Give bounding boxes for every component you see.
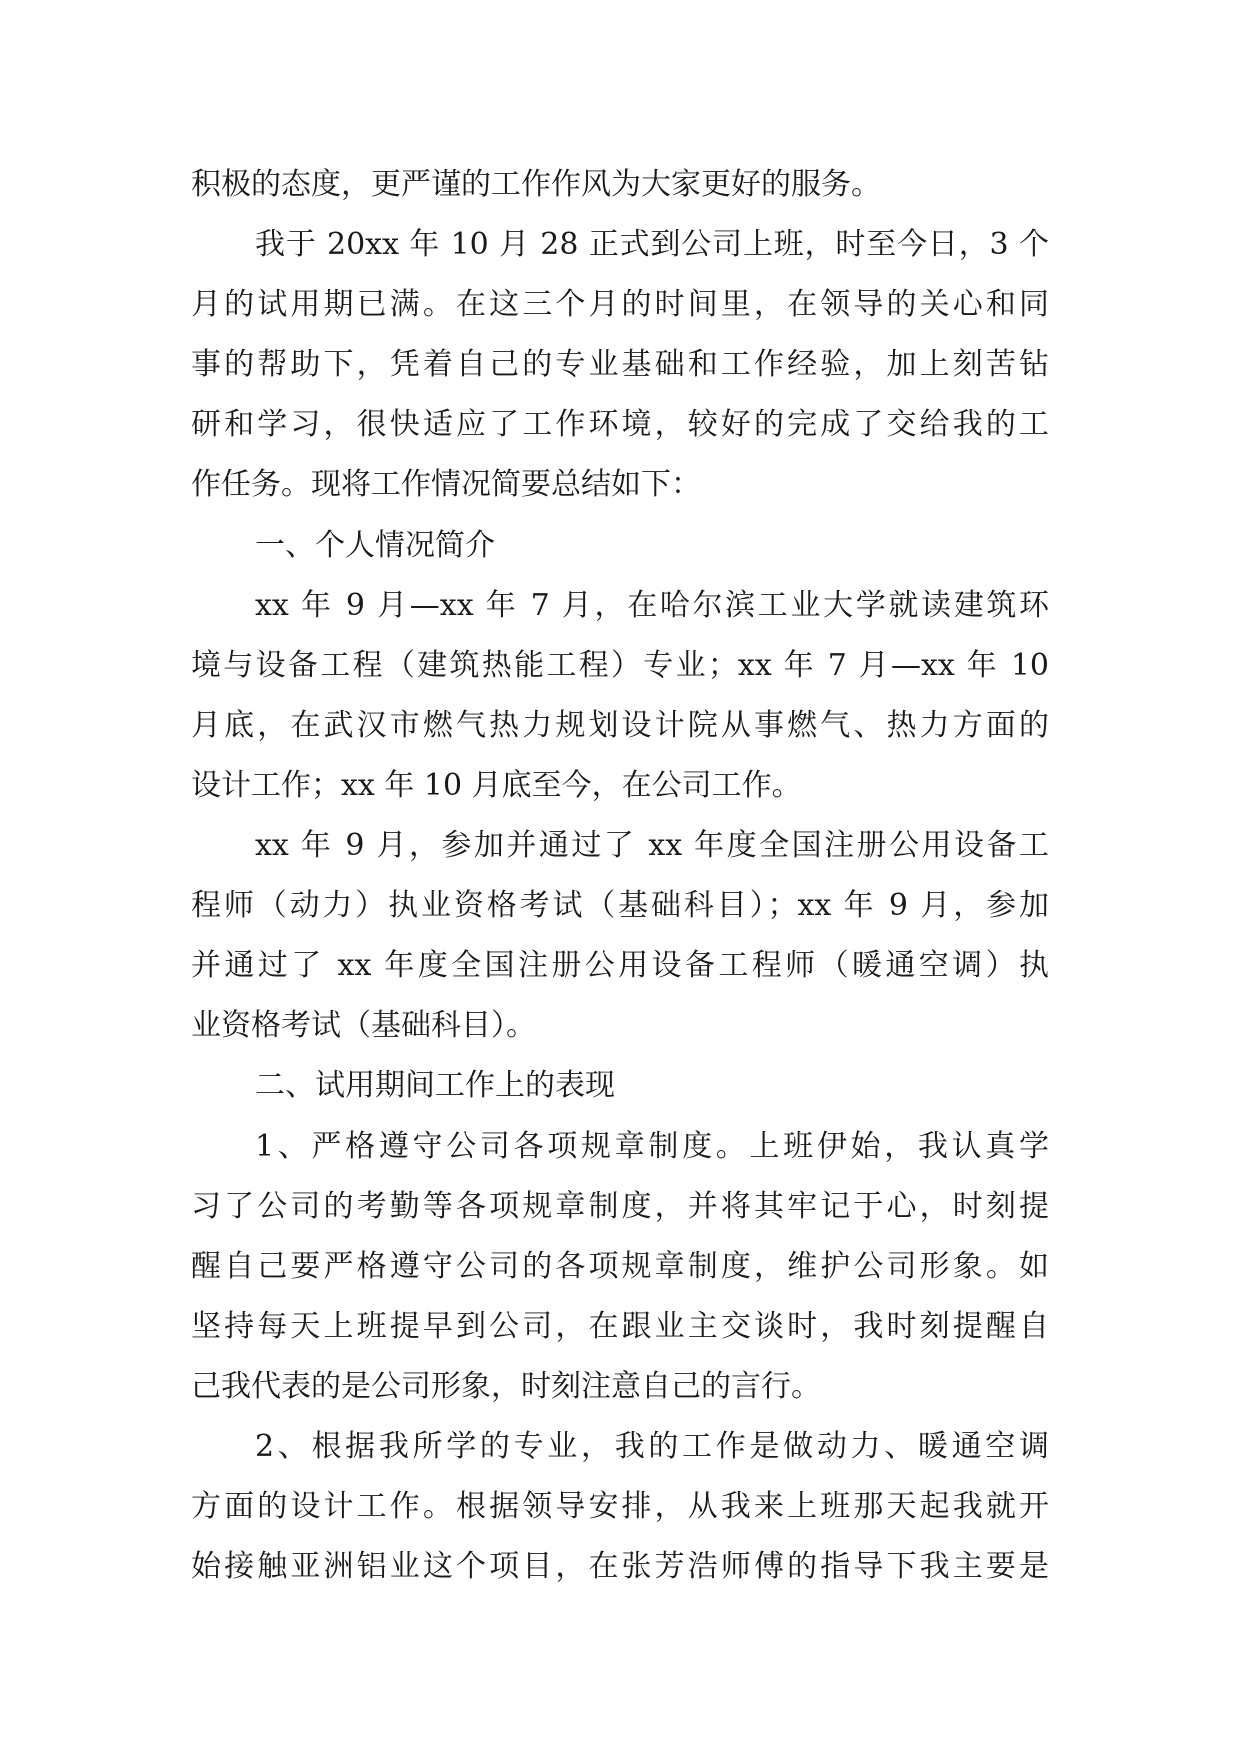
text-line: 并通过了 xx 年度全国注册公用设备工程师（暖通空调）执 <box>191 948 1049 984</box>
text-line: 我于 20xx 年 10 月 28 正式到公司上班，时至今日，3 个 <box>255 227 1049 263</box>
text-line: 业资格考试（基础科目）。 <box>191 1008 536 1044</box>
text-line: 一、个人情况简介 <box>255 527 495 563</box>
text-line: 1、严格遵守公司各项规章制度。上班伊始，我认真学 <box>255 1128 1049 1164</box>
text-line: 境与设备工程（建筑热能工程）专业；xx 年 7 月—xx 年 10 <box>191 647 1049 683</box>
text-line: 二、试用期间工作上的表现 <box>255 1068 615 1104</box>
text-line: 研和学习，很快适应了工作环境，较好的完成了交给我的工 <box>191 407 1049 443</box>
text-line: 月底，在武汉市燃气热力规划设计院从事燃气、热力方面的 <box>191 707 1049 743</box>
text-line: xx 年 9 月—xx 年 7 月，在哈尔滨工业大学就读建筑环 <box>255 587 1049 623</box>
text-line: 坚持每天上班提早到公司，在跟业主交谈时，我时刻提醒自 <box>191 1308 1049 1344</box>
text-line: 程师（动力）执业资格考试（基础科目）；xx 年 9 月，参加 <box>191 888 1049 924</box>
text-line: 方面的设计工作。根据领导安排，从我来上班那天起我就开 <box>191 1489 1049 1525</box>
text-line: 设计工作；xx 年 10 月底至今，在公司工作。 <box>191 767 802 803</box>
text-line: 始接触亚洲铝业这个项目，在张芳浩师傅的指导下我主要是 <box>191 1549 1049 1585</box>
document-body <box>191 155 1049 1597</box>
text-line: 醒自己要严格遵守公司的各项规章制度，维护公司形象。如 <box>191 1248 1049 1284</box>
text-line: 作任务。现将工作情况简要总结如下： <box>191 467 701 503</box>
text-line: 月的试用期已满。在这三个月的时间里，在领导的关心和同 <box>191 287 1049 323</box>
text-line: 习了公司的考勤等各项规章制度，并将其牢记于心，时刻提 <box>191 1188 1049 1224</box>
text-line: 积极的态度，更严谨的工作作风为大家更好的服务。 <box>191 167 881 202</box>
text-line: 事的帮助下，凭着自己的专业基础和工作经验，加上刻苦钻 <box>191 347 1049 383</box>
text-line: xx 年 9 月，参加并通过了 xx 年度全国注册公用设备工 <box>255 828 1049 864</box>
text-line: 己我代表的是公司形象，时刻注意自己的言行。 <box>191 1368 821 1404</box>
text-line: 2、根据我所学的专业，我的工作是做动力、暖通空调 <box>255 1428 1049 1464</box>
